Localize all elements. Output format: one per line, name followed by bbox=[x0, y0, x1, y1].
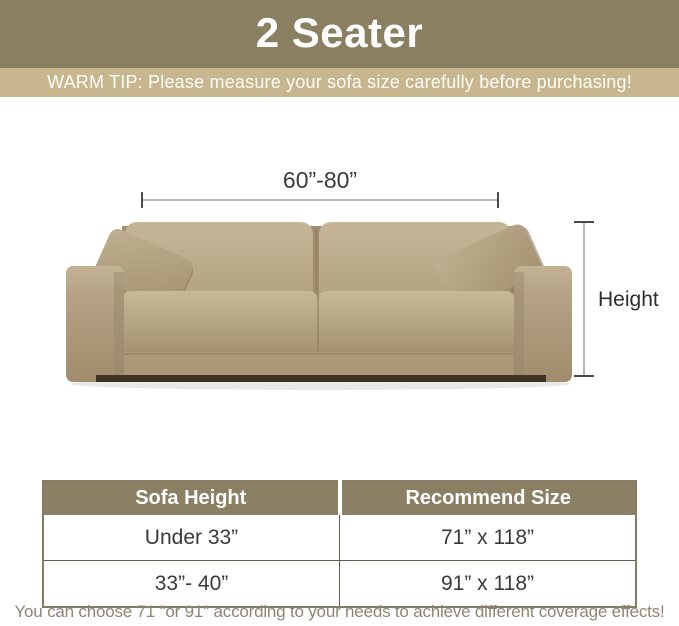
width-dimension-label: 60”-80” bbox=[282, 167, 358, 193]
width-measure-line bbox=[142, 192, 498, 208]
table-cell-size-2: 91” x 118” bbox=[340, 561, 637, 608]
table-cell-height-1: Under 33” bbox=[43, 515, 340, 561]
height-dimension-label: Height bbox=[598, 288, 659, 311]
header-banner bbox=[0, 0, 679, 68]
table-header-recommend-size: Recommend Size bbox=[340, 481, 637, 515]
size-table bbox=[42, 480, 637, 608]
warm-tip-text: WARM TIP: Please measure your sofa size carefully before purchasing! bbox=[47, 72, 632, 92]
footer-note: You can choose 71 "or 91" according to your needs to achieve different coverage effects! bbox=[14, 602, 665, 621]
table-row bbox=[43, 515, 636, 561]
sofa-drawing bbox=[66, 221, 572, 390]
table-cell-size-1: 71” x 118” bbox=[340, 515, 637, 561]
table-row bbox=[43, 561, 636, 608]
sofa-illustration bbox=[0, 130, 679, 465]
table-header-sofa-height: Sofa Height bbox=[43, 481, 340, 515]
page-title: 2 Seater bbox=[255, 9, 424, 56]
height-measure-line bbox=[574, 222, 594, 376]
warm-tip-banner bbox=[0, 68, 679, 97]
table-cell-height-2: 33”- 40” bbox=[43, 561, 340, 608]
table-header-row bbox=[43, 481, 636, 515]
